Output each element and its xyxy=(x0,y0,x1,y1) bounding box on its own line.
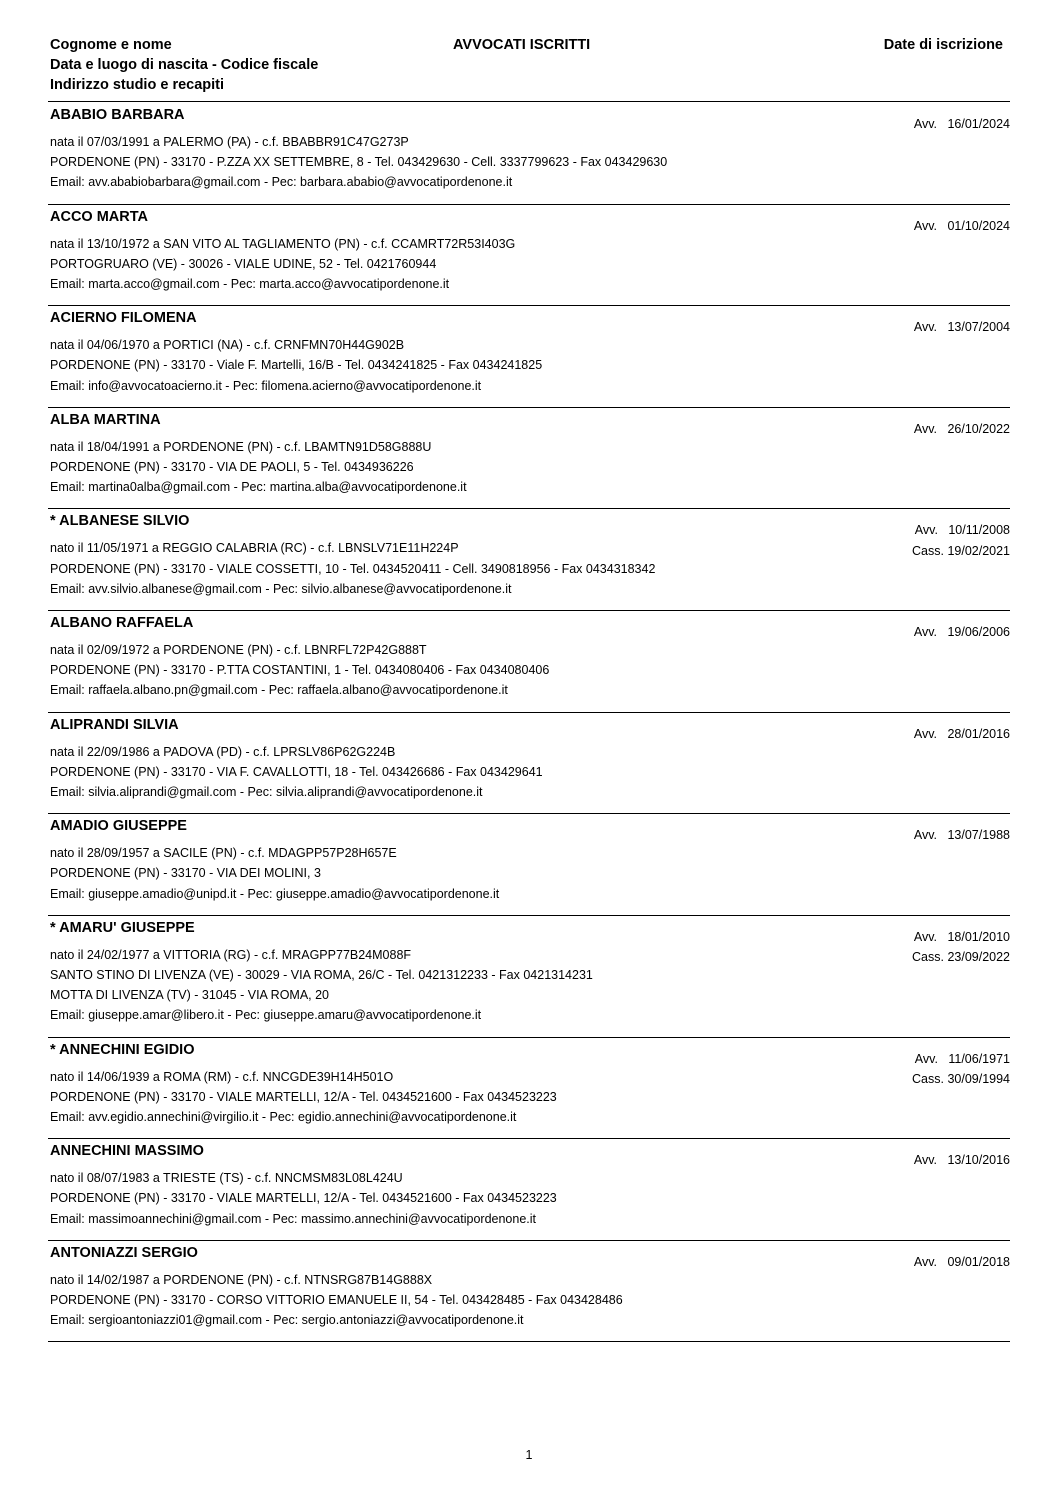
registration-date-row xyxy=(914,216,1010,236)
header-name-label: Cognome e nome xyxy=(50,37,172,53)
lawyer-details xyxy=(50,640,549,701)
lawyer-entry xyxy=(48,204,1010,306)
registration-date-row xyxy=(914,825,1010,845)
lawyer-entry xyxy=(48,102,1010,204)
detail-line: nato il 11/05/1971 a REGGIO CALABRIA (RC) - c.f. LBNSLV71E11H224P xyxy=(50,541,459,556)
lawyer-details xyxy=(50,843,499,904)
lawyer-name: ANNECHINI MASSIMO xyxy=(50,1143,204,1160)
registration-date-row xyxy=(914,1252,1010,1272)
detail-line: PORDENONE (PN) - 33170 - Viale F. Martelli, 16/B - Tel. 0434241825 - Fax 0434241825 xyxy=(50,358,543,373)
lawyer-entry xyxy=(48,508,1010,610)
lawyer-entry xyxy=(48,915,1010,1037)
header-left-column xyxy=(50,35,318,95)
registration-dates xyxy=(914,216,1010,236)
registration-type: Avv. xyxy=(913,625,938,639)
registration-date: 11/06/1971 xyxy=(948,1051,1010,1066)
detail-line: Email: sergioantoniazzi01@gmail.com - Pec: sergio.antoniazzi@avvocatipordenone.it xyxy=(50,1313,524,1328)
registration-date-row xyxy=(912,947,1010,967)
registration-dates xyxy=(912,520,1010,560)
registration-date: 16/01/2024 xyxy=(947,117,1010,131)
registration-dates xyxy=(914,1252,1010,1272)
detail-line: PORDENONE (PN) - 33170 - VIALE MARTELLI, 12/A - Tel. 0434521600 - Fax 0434523223 xyxy=(50,1191,557,1206)
lawyer-entry xyxy=(48,1240,1010,1342)
lawyer-name: * ANNECHINI EGIDIO xyxy=(50,1041,195,1058)
registration-type: Cass. xyxy=(912,543,944,558)
registration-date: 09/01/2018 xyxy=(947,1254,1010,1269)
registration-dates xyxy=(914,114,1010,134)
lawyer-details xyxy=(50,1067,557,1128)
lawyer-name: ACIERNO FILOMENA xyxy=(50,310,197,327)
registration-date-row xyxy=(914,1150,1010,1170)
registration-type: Cass. xyxy=(912,1071,944,1086)
detail-line: Email: giuseppe.amar@libero.it - Pec: giuseppe.amaru@avvocatipordenone.it xyxy=(50,1008,482,1023)
detail-line: nata il 18/04/1991 a PORDENONE (PN) - c.f. LBAMTN91D58G888U xyxy=(50,439,432,454)
registration-date-row xyxy=(914,724,1010,744)
detail-line: PORDENONE (PN) - 33170 - VIALE COSSETTI, 10 - Tel. 0434520411 - Cell. 3490818956 - Fax 0434318342 xyxy=(50,561,656,576)
registration-type: Avv. xyxy=(913,929,938,944)
detail-line: nata il 13/10/1972 a SAN VITO AL TAGLIAMENTO (PN) - c.f. CCAMRT72R53I403G xyxy=(50,236,516,251)
registration-date: 13/07/2004 xyxy=(947,320,1010,335)
header-address-label: Indirizzo studio e recapiti xyxy=(50,77,225,93)
registration-date-row xyxy=(914,317,1010,337)
lawyer-name: ANTONIAZZI SERGIO xyxy=(50,1244,198,1261)
registration-date: 28/01/2016 xyxy=(947,726,1010,741)
detail-line: Email: marta.acco@gmail.com - Pec: marta.acco@avvocatipordenone.it xyxy=(50,277,450,291)
detail-line: nata il 22/09/1986 a PADOVA (PD) - c.f. LPRSLV86P62G224B xyxy=(50,744,396,759)
lawyer-name: * AMARU' GIUSEPPE xyxy=(50,919,195,936)
lawyer-entry xyxy=(48,813,1010,915)
detail-line: Email: giuseppe.amadio@unipd.it - Pec: giuseppe.amadio@avvocatipordenone.it xyxy=(50,886,500,901)
registration-type: Avv. xyxy=(913,421,938,436)
lawyer-details xyxy=(50,335,542,396)
registration-type: Avv. xyxy=(914,1051,938,1066)
page-number: 1 xyxy=(525,1448,533,1462)
detail-line: MOTTA DI LIVENZA (TV) - 31045 - VIA ROMA, 20 xyxy=(50,988,330,1003)
registration-date: 19/06/2006 xyxy=(947,625,1010,639)
registration-date: 10/11/2008 xyxy=(948,523,1010,538)
detail-line: Email: info@avvocatoacierno.it - Pec: filomena.acierno@avvocatipordenone.it xyxy=(50,378,482,393)
registration-date-row xyxy=(912,1069,1010,1089)
lawyer-name: ABABIO BARBARA xyxy=(50,107,185,123)
registration-date: 23/09/2022 xyxy=(947,950,1010,964)
detail-line: Email: avv.egidio.annechini@virgilio.it - Pec: egidio.annechini@avvocatipordenone.it xyxy=(50,1110,517,1124)
registration-date-row xyxy=(912,1049,1010,1069)
column-header xyxy=(50,35,1010,98)
detail-line: nata il 07/03/1991 a PALERMO (PA) - c.f. BBABBR91C47G273P xyxy=(50,135,409,149)
detail-line: Email: avv.ababiobarbara@gmail.com - Pec: barbara.ababio@avvocatipordenone.it xyxy=(50,175,513,190)
detail-line: nata il 02/09/1972 a PORDENONE (PN) - c.f. LBNRFL72P42G888T xyxy=(50,643,427,657)
registration-date: 13/07/1988 xyxy=(947,828,1010,843)
lawyer-details xyxy=(50,1270,623,1331)
registration-type: Avv. xyxy=(914,523,938,538)
registration-date-row xyxy=(914,419,1010,439)
lawyer-entry xyxy=(48,610,1010,712)
lawyer-entry xyxy=(48,712,1010,814)
registration-dates xyxy=(914,724,1010,744)
registration-date: 19/02/2021 xyxy=(947,543,1010,558)
registration-type: Avv. xyxy=(913,1254,938,1269)
lawyer-entry xyxy=(48,1138,1010,1240)
detail-line: Email: avv.silvio.albanese@gmail.com - Pec: silvio.albanese@avvocatipordenone.it xyxy=(50,581,512,596)
registration-date: 26/10/2022 xyxy=(947,421,1010,436)
registration-date-row xyxy=(914,622,1010,642)
header-dates-label: Date di iscrizione xyxy=(883,37,1003,53)
detail-line: PORDENONE (PN) - 33170 - VIALE MARTELLI, 12/A - Tel. 0434521600 - Fax 0434523223 xyxy=(50,1089,557,1104)
detail-line: PORDENONE (PN) - 33170 - VIA DEI MOLINI, 3 xyxy=(50,866,321,881)
lawyer-entry xyxy=(48,407,1010,509)
lawyer-details xyxy=(50,437,467,498)
registration-type: Avv. xyxy=(913,1153,938,1168)
registration-dates xyxy=(914,1150,1010,1170)
lawyer-entry xyxy=(48,305,1010,407)
detail-line: nata il 04/06/1970 a PORTICI (NA) - c.f. CRNFMN70H44G902B xyxy=(50,338,405,353)
lawyer-name: ALBA MARTINA xyxy=(50,411,161,428)
detail-line: PORDENONE (PN) - 33170 - P.ZZA XX SETTEMBRE, 8 - Tel. 043429630 - Cell. 3337799623 - Fax 043429630 xyxy=(50,155,668,170)
registration-type: Avv. xyxy=(913,117,938,131)
lawyer-name: ALIPRANDI SILVIA xyxy=(50,716,179,733)
registration-type: Avv. xyxy=(913,828,938,843)
registration-dates xyxy=(912,1049,1010,1089)
document-title: AVVOCATI ISCRITTI xyxy=(453,37,591,53)
registration-date: 13/10/2016 xyxy=(947,1153,1010,1168)
registration-date-row xyxy=(912,520,1010,540)
detail-line: Email: massimoannechini@gmail.com - Pec: massimo.annechini@avvocatipordenone.it xyxy=(50,1211,537,1226)
detail-line: Email: silvia.aliprandi@gmail.com - Pec: silvia.aliprandi@avvocatipordenone.it xyxy=(50,785,483,799)
registration-date-row xyxy=(912,927,1010,947)
detail-line: nato il 24/02/1977 a VITTORIA (RG) - c.f. MRAGPP77B24M088F xyxy=(50,947,412,962)
detail-line: PORDENONE (PN) - 33170 - P.TTA COSTANTINI, 1 - Tel. 0434080406 - Fax 0434080406 xyxy=(50,663,550,678)
detail-line: SANTO STINO DI LIVENZA (VE) - 30029 - VIA ROMA, 26/C - Tel. 0421312233 - Fax 0421314231 xyxy=(50,968,593,982)
lawyer-details xyxy=(50,945,593,1026)
detail-line: Email: raffaela.albano.pn@gmail.com - Pec: raffaela.albano@avvocatipordenone.it xyxy=(50,683,508,698)
registration-dates xyxy=(914,317,1010,337)
detail-line: PORTOGRUARO (VE) - 30026 - VIALE UDINE, 52 - Tel. 0421760944 xyxy=(50,256,437,271)
lawyer-details xyxy=(50,234,515,295)
registration-dates xyxy=(914,419,1010,439)
header-birth-label: Data e luogo di nascita - Codice fiscale xyxy=(50,57,319,73)
detail-line: PORDENONE (PN) - 33170 - VIA DE PAOLI, 5 - Tel. 0434936226 xyxy=(50,460,414,474)
lawyer-details xyxy=(50,742,543,803)
detail-line: PORDENONE (PN) - 33170 - CORSO VITTORIO EMANUELE II, 54 - Tel. 043428485 - Fax 043428486 xyxy=(50,1293,623,1307)
registration-dates xyxy=(914,825,1010,845)
lawyer-name: ALBANO RAFFAELA xyxy=(50,615,194,631)
lawyer-name: * ALBANESE SILVIO xyxy=(50,513,190,530)
registration-type: Avv. xyxy=(913,726,938,741)
registration-date-row xyxy=(914,114,1010,134)
detail-line: Email: martina0alba@gmail.com - Pec: martina.alba@avvocatipordenone.it xyxy=(50,480,467,495)
registration-dates xyxy=(912,927,1010,967)
registration-date: 01/10/2024 xyxy=(947,218,1010,233)
lawyer-details xyxy=(50,538,655,599)
lawyer-details xyxy=(50,132,667,193)
lawyer-name: AMADIO GIUSEPPE xyxy=(50,818,187,835)
registration-type: Cass. xyxy=(912,950,944,964)
lawyer-name: ACCO MARTA xyxy=(50,208,148,225)
entry-divider xyxy=(48,1341,1010,1342)
registration-date: 18/01/2010 xyxy=(947,929,1010,944)
detail-line: nato il 28/09/1957 a SACILE (PN) - c.f. MDAGPP57P28H657E xyxy=(50,846,397,861)
registration-date-row xyxy=(912,541,1010,561)
detail-line: nato il 14/06/1939 a ROMA (RM) - c.f. NNCGDE39H14H501O xyxy=(50,1069,394,1084)
registration-date: 30/09/1994 xyxy=(947,1071,1010,1086)
registration-type: Avv. xyxy=(913,218,938,233)
detail-line: PORDENONE (PN) - 33170 - VIA F. CAVALLOTTI, 18 - Tel. 043426686 - Fax 043429641 xyxy=(50,764,543,779)
detail-line: nato il 14/02/1987 a PORDENONE (PN) - c.f. NTNSRG87B14G888X xyxy=(50,1272,433,1287)
lawyer-details xyxy=(50,1168,557,1229)
detail-line: nato il 08/07/1983 a TRIESTE (TS) - c.f. NNCMSM83L08L424U xyxy=(50,1171,403,1186)
registration-type: Avv. xyxy=(913,320,938,335)
registration-dates xyxy=(914,622,1010,642)
lawyer-entry xyxy=(48,1037,1010,1139)
